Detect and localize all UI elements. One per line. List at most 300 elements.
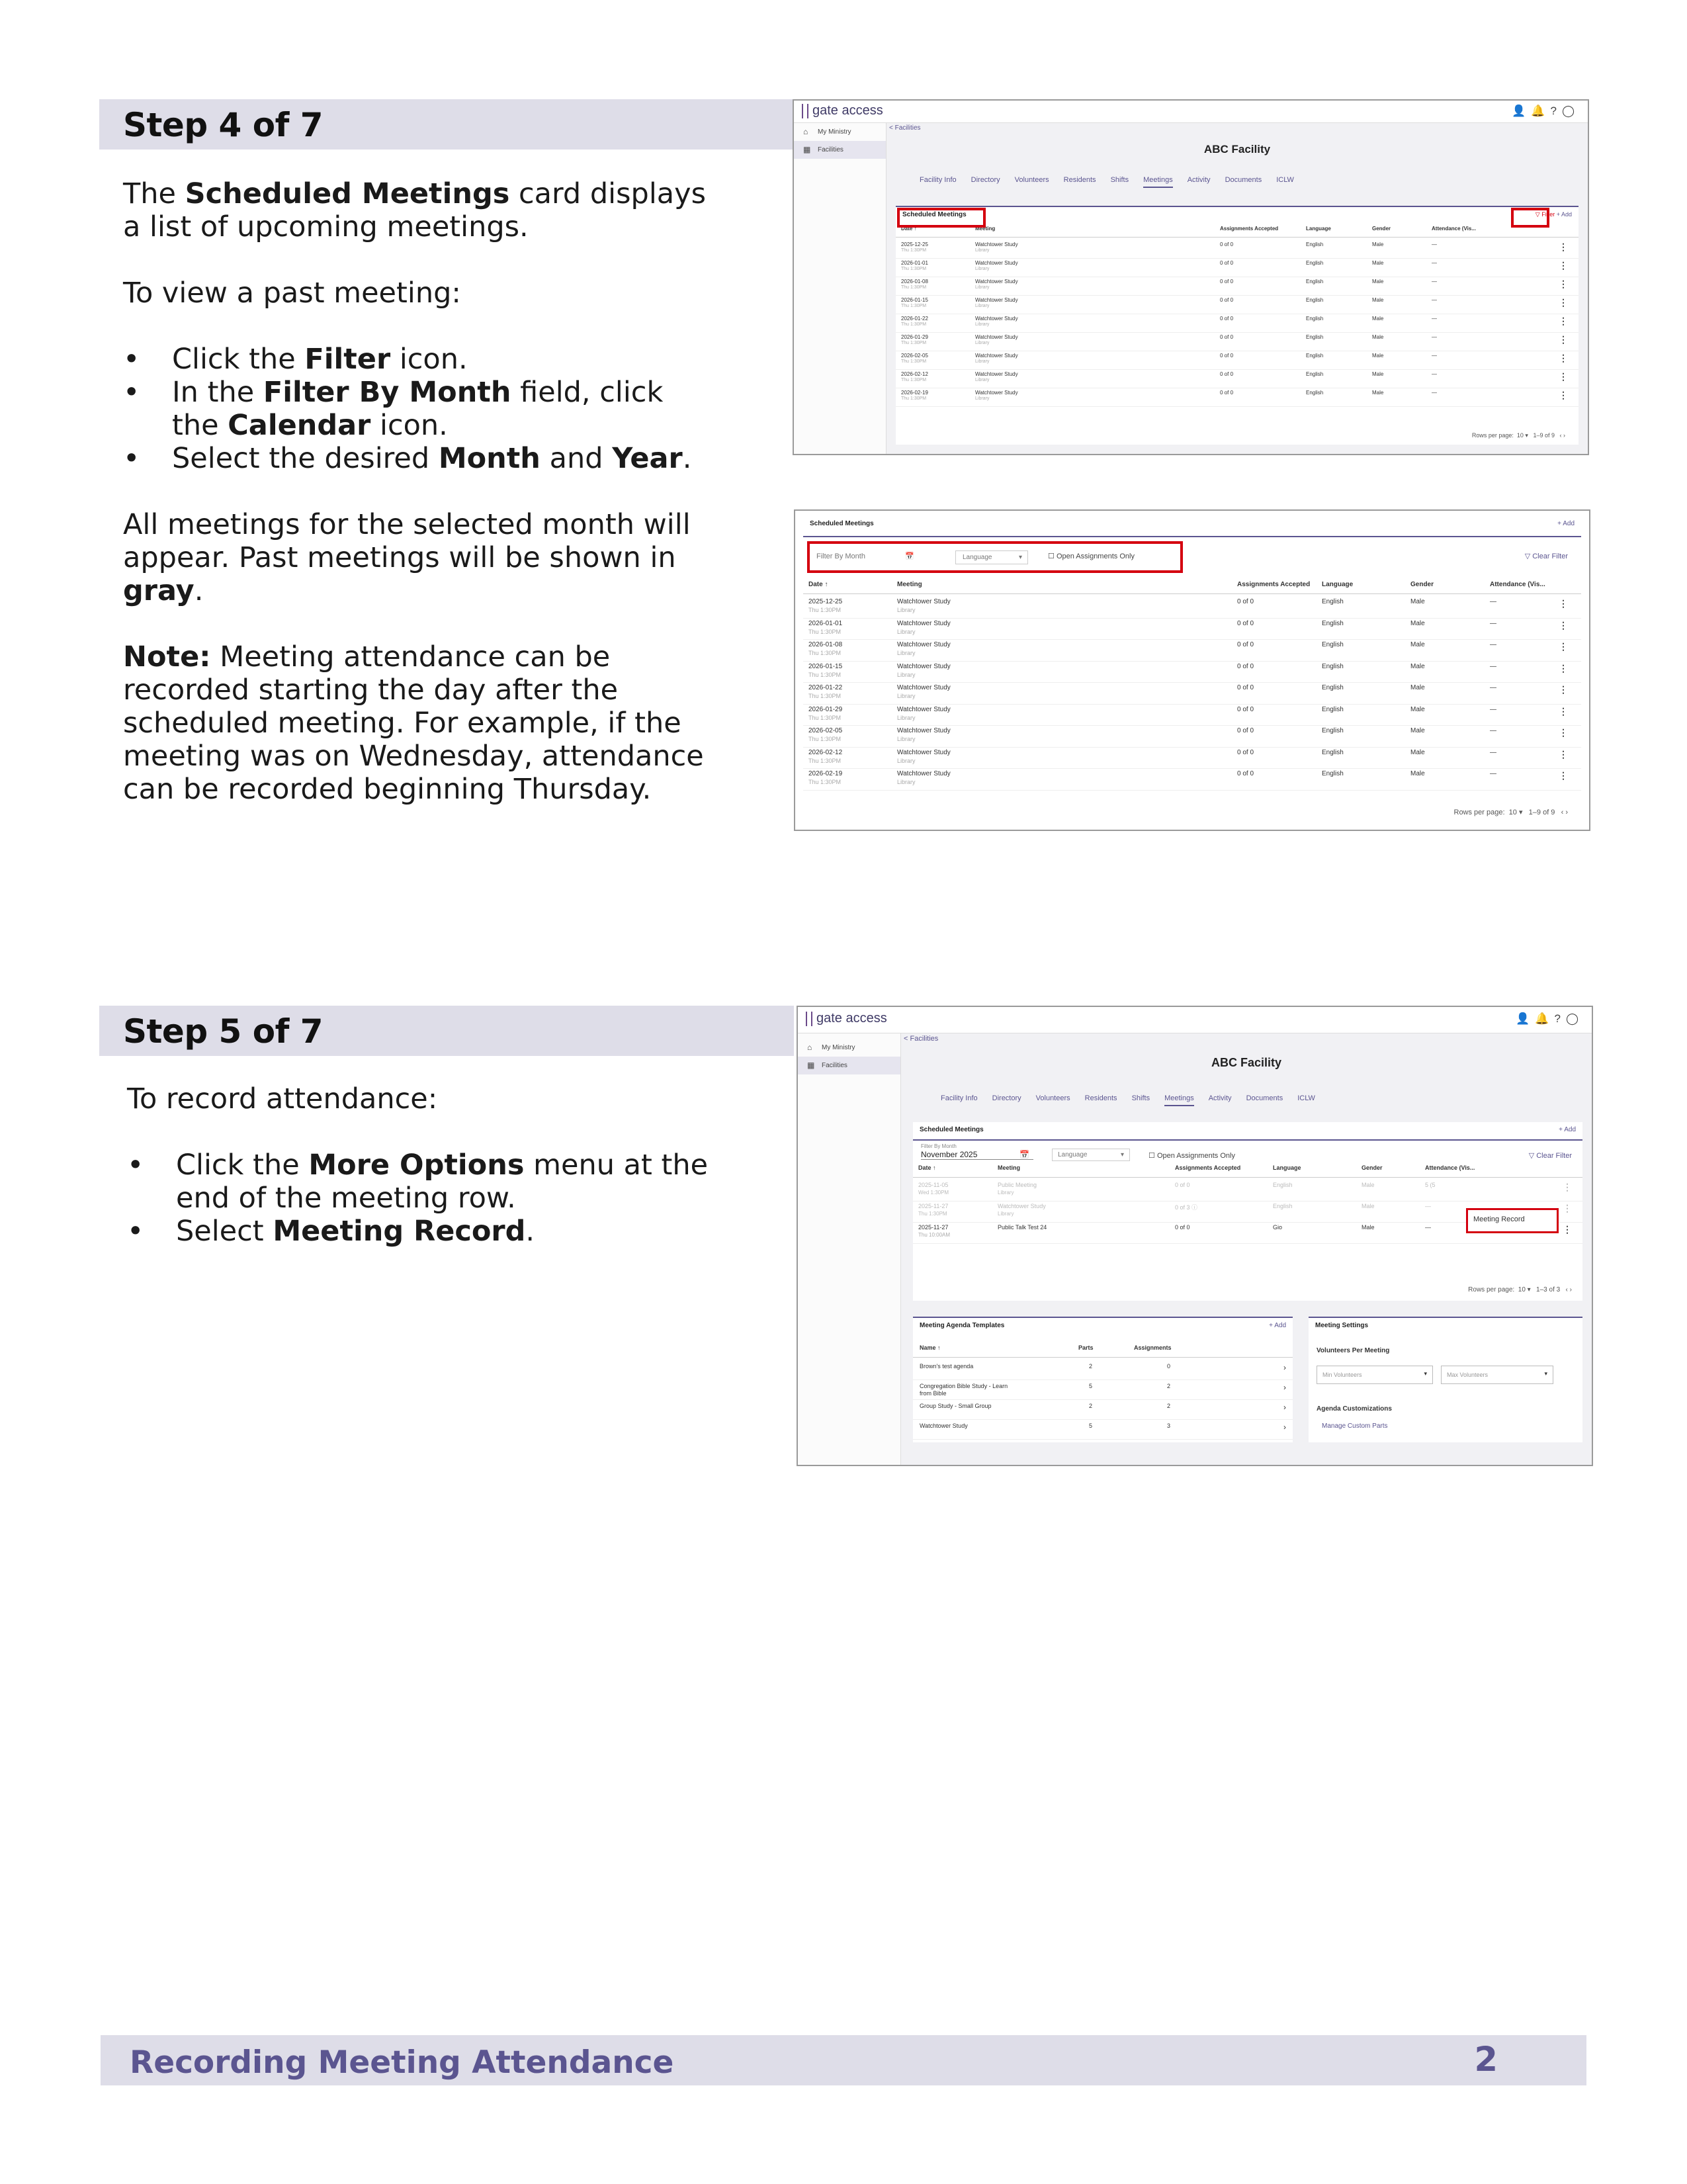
filter-by-month-field[interactable]: November 2025 📅 (921, 1150, 1033, 1160)
cell-parts: 2 (1089, 1403, 1093, 1409)
cell-time: Thu 1:30PM (808, 671, 842, 678)
column-header[interactable]: Attendance (Vis... (1432, 226, 1476, 232)
more-options-icon[interactable]: ⋮ (1559, 353, 1568, 363)
cell-acc: 0 of 0 (1220, 316, 1234, 322)
step-4-intro: The Scheduled Meetings card displays a list of upcoming meetings. (123, 177, 706, 243)
cell-acc: 0 of 0 (1220, 279, 1234, 284)
highlight-filter-controls (807, 541, 1183, 573)
tab-facility-info[interactable]: Facility Info (920, 176, 957, 184)
cell-att: — (1490, 662, 1496, 670)
table-row[interactable] (913, 1421, 1293, 1440)
table-row (803, 619, 1581, 640)
sidebar (794, 123, 887, 454)
cell-name: Watchtower Study (920, 1422, 968, 1429)
agenda-header (913, 1344, 1293, 1358)
breadcrumb[interactable]: < Facilities (889, 124, 921, 132)
help-icon[interactable]: ? (1550, 105, 1562, 117)
cell-lang: English (1322, 705, 1344, 713)
bell-icon[interactable]: 🔔 (1531, 105, 1551, 117)
cell-acc: 0 of 0 (1237, 705, 1254, 713)
cell-att: — (1490, 727, 1496, 734)
column-header[interactable]: Assignments Accepted (1237, 581, 1311, 588)
more-options-icon[interactable]: ⋮ (1559, 705, 1568, 717)
column-header[interactable]: Language (1322, 581, 1354, 588)
more-options-icon[interactable]: ⋮ (1559, 641, 1568, 652)
breadcrumb[interactable]: < Facilities (904, 1035, 939, 1043)
column-header[interactable]: Assignments Accepted (1175, 1164, 1241, 1171)
cell-time: Thu 1:30PM (808, 693, 842, 699)
language-select[interactable]: Language ▾ (955, 550, 1028, 564)
agenda-templates-card (913, 1317, 1293, 1442)
cell-time: Thu 1:30PM (901, 359, 927, 364)
table-row (803, 748, 1581, 769)
pagination: Rows per page: 10 ▾ 1–9 of 9 ‹ › (1453, 808, 1568, 816)
cell-date: 2026-02-19 (808, 770, 843, 777)
cell-gender: Male (1410, 641, 1425, 648)
cell-meeting: Watchtower Study (975, 260, 1018, 266)
cell-acc: 0 of 0 (1220, 353, 1234, 359)
cell-loc: Library (998, 1190, 1014, 1196)
cell-lang: English (1273, 1182, 1293, 1188)
more-options-icon[interactable]: ⋮ (1559, 241, 1568, 252)
cell-time: Thu 1:30PM (901, 322, 927, 327)
table-row (803, 726, 1581, 748)
add-button[interactable]: + Add (1269, 1322, 1286, 1329)
bell-icon[interactable]: 🔔 (1535, 1012, 1555, 1025)
cell-time: Thu 1:30PM (918, 1211, 947, 1217)
cell-meeting: Public Meeting (998, 1182, 1037, 1188)
cell-meeting: Watchtower Study (897, 619, 951, 627)
cell-gender: Male (1362, 1224, 1375, 1231)
cell-date: 2026-01-22 (808, 684, 843, 691)
table-header (896, 226, 1579, 238)
table-row (803, 662, 1581, 683)
table-header (913, 1164, 1582, 1178)
cell-lang: English (1322, 770, 1344, 777)
cell-att: — (1425, 1203, 1431, 1209)
tab-residents[interactable]: Residents (1084, 1094, 1117, 1102)
cell-gender: Male (1410, 619, 1425, 627)
cell-time: Thu 1:30PM (808, 779, 842, 785)
cell-gender: Male (1410, 770, 1425, 777)
open-assignments-checkbox[interactable]: ☐ Open Assignments Only (1048, 552, 1135, 560)
cell-att: — (1490, 770, 1496, 777)
user-icon[interactable]: 👤 (1516, 1012, 1536, 1025)
cell-lang: English (1322, 662, 1344, 670)
list-item: • In the Filter By Month field, click the Calendar icon. (123, 376, 718, 442)
list-item: • Select Meeting Record. (127, 1215, 749, 1248)
meeting-record-menu[interactable] (1466, 1208, 1559, 1233)
step-4-result: All meetings for the selected month will appear. Past meetings will be shown in gray. (123, 508, 691, 607)
cell-loc: Library (975, 285, 990, 290)
cell-acc: 0 of 0 (1175, 1182, 1190, 1188)
topbar-icons (1516, 1012, 1584, 1026)
cell-lang: English (1322, 748, 1344, 756)
cell-meeting: Watchtower Study (975, 334, 1018, 340)
cell-loc: Library (897, 693, 916, 699)
step-5-text (127, 1082, 749, 1281)
cell-gender: Male (1372, 297, 1384, 303)
home-icon: ⌂ (803, 127, 808, 136)
cell-date: 2026-02-05 (901, 353, 928, 359)
more-options-icon[interactable]: ⋮ (1559, 662, 1568, 674)
column-header[interactable]: Date ↑ (808, 581, 828, 588)
step-4-note: Note: Meeting attendance can be recorded starting the day after the scheduled meeting. For example, if the meeting was on Wednesday, attendance can be recorded beginning Thursday. (123, 640, 704, 806)
chevron-right-icon[interactable]: › (1283, 1383, 1286, 1392)
chevron-down-icon: ▾ (1544, 1370, 1547, 1377)
table-row (896, 351, 1579, 370)
tab-residents[interactable]: Residents (1063, 176, 1096, 184)
cell-gender: Male (1410, 684, 1425, 691)
cell-lang: English (1306, 241, 1324, 247)
column-header[interactable]: Meeting (975, 226, 996, 232)
screenshot-filter-panel (794, 509, 1590, 831)
cell-date: 2026-01-15 (808, 662, 843, 670)
cell-lang: English (1306, 371, 1324, 377)
cell-lang: Gio (1273, 1224, 1283, 1231)
card-title: Scheduled Meetings (902, 211, 967, 218)
pagination: Rows per page: 10 ▾ 1–3 of 3 ‹ › (1468, 1286, 1572, 1293)
card-title: Scheduled Meetings (810, 520, 874, 527)
cell-meeting: Watchtower Study (975, 371, 1018, 377)
chevron-down-icon: ▾ (1018, 554, 1022, 561)
tab-volunteers[interactable]: Volunteers (1014, 176, 1049, 184)
cell-loc: Library (897, 714, 916, 721)
chevron-down-icon: ▾ (1120, 1151, 1124, 1158)
step-4-title: Step 4 of 7 (123, 106, 324, 144)
screenshot-meeting-record (797, 1006, 1593, 1466)
cell-loc: Library (975, 359, 990, 364)
sidebar (798, 1033, 901, 1465)
cell-time: Thu 1:30PM (901, 248, 927, 253)
cell-att: — (1432, 316, 1437, 322)
home-icon: ⌂ (807, 1043, 812, 1052)
table-row (896, 388, 1579, 407)
cell-att: — (1432, 297, 1437, 303)
column-header[interactable]: Assignments Accepted (1220, 226, 1279, 232)
tab-activity[interactable]: Activity (1187, 176, 1211, 184)
cell-lang: English (1306, 297, 1324, 303)
chevron-down-icon: ▾ (1424, 1370, 1427, 1377)
table-row (896, 314, 1579, 333)
table-row (896, 240, 1579, 259)
cell-acc: 0 of 0 (1237, 641, 1254, 648)
calendar-icon[interactable]: 📅 (904, 552, 914, 560)
cell-date: 2026-02-12 (901, 371, 928, 377)
meeting-record-option[interactable]: Meeting Record (1473, 1215, 1525, 1223)
cell-gender: Male (1372, 241, 1384, 247)
add-button[interactable]: + Add (1556, 211, 1572, 218)
column-header[interactable]: Gender (1362, 1164, 1383, 1171)
clear-filter-button[interactable]: ▽ Clear Filter (1524, 552, 1568, 560)
max-volunteers-select[interactable]: Max Volunteers ▾ (1441, 1366, 1553, 1384)
cell-gender: Male (1372, 279, 1384, 284)
cell-acc: 0 of 0 (1220, 260, 1234, 266)
filter-by-month-label: Filter By Month (921, 1143, 957, 1149)
tab-documents[interactable]: Documents (1246, 1094, 1283, 1102)
checkbox-icon: ☐ (1148, 1152, 1155, 1160)
tab-meetings[interactable]: Meetings (1164, 1094, 1194, 1106)
card-title: Scheduled Meetings (920, 1126, 984, 1133)
tab-iclw[interactable]: ICLW (1297, 1094, 1315, 1102)
volunteers-per-meeting-label: Volunteers Per Meeting (1317, 1347, 1390, 1354)
cell-time: Thu 1:30PM (901, 285, 927, 290)
cell-meeting: Watchtower Study (897, 727, 951, 734)
cell-att: — (1490, 641, 1496, 648)
cell-time: Thu 10:00AM (918, 1232, 951, 1238)
column-header[interactable]: Assignments (1134, 1344, 1172, 1351)
cell-meeting: Watchtower Study (897, 641, 951, 648)
cell-lang: English (1306, 260, 1324, 266)
open-assignments-checkbox[interactable]: ☐ Open Assignments Only (1148, 1152, 1235, 1160)
cell-time: Thu 1:30PM (901, 267, 927, 271)
cell-lang: English (1306, 353, 1324, 359)
cell-gender: Male (1372, 353, 1384, 359)
page-title: ABC Facility (1203, 143, 1271, 155)
cell-meeting: Public Talk Test 24 (998, 1224, 1047, 1231)
tab-documents[interactable]: Documents (1225, 176, 1262, 184)
more-options-icon[interactable]: ⋮ (1559, 297, 1568, 308)
cell-assignments: 0 (1167, 1363, 1171, 1370)
step-4-lead: To view a past meeting: (123, 277, 461, 310)
checkbox-icon: ☐ (1048, 552, 1055, 560)
cell-att: — (1432, 334, 1437, 340)
cell-gender: Male (1410, 748, 1425, 756)
manage-custom-parts-link[interactable]: Manage Custom Parts (1322, 1422, 1388, 1430)
cell-date: 2026-01-08 (808, 641, 843, 648)
list-item: • Click the Filter icon. (123, 343, 718, 376)
tab-facility-info[interactable]: Facility Info (941, 1094, 978, 1102)
table-row (803, 640, 1581, 662)
step-4-text (123, 177, 718, 839)
cell-loc: Library (975, 248, 990, 253)
column-header[interactable]: Gender (1372, 226, 1391, 232)
more-options-icon[interactable]: ⋮ (1559, 770, 1568, 781)
card-title: Meeting Agenda Templates (920, 1322, 1005, 1329)
column-header[interactable]: Name ↑ (920, 1344, 941, 1351)
filter-by-month-field[interactable]: Filter By Month 📅 (816, 552, 914, 560)
tab-volunteers[interactable]: Volunteers (1035, 1094, 1070, 1102)
scheduled-meetings-card (913, 1122, 1582, 1301)
sidebar-item-my-ministry[interactable]: ⌂ My Ministry (807, 1043, 855, 1052)
tab-meetings[interactable]: Meetings (1143, 176, 1173, 188)
column-header[interactable]: Attendance (Vis... (1425, 1164, 1475, 1171)
cell-parts: 5 (1089, 1422, 1093, 1429)
more-options-icon[interactable]: ⋮ (1559, 279, 1568, 289)
cell-acc: 0 of 3 ⓘ (1175, 1204, 1198, 1211)
logo: gate access (802, 103, 883, 118)
cell-meeting: Watchtower Study (897, 684, 951, 691)
table-row[interactable] (913, 1381, 1293, 1400)
cell-lang: English (1273, 1203, 1293, 1209)
tab-directory[interactable]: Directory (971, 176, 1000, 184)
help-icon[interactable]: ? (1554, 1012, 1566, 1025)
more-options-icon[interactable]: ⋮ (1559, 334, 1568, 345)
cell-acc: 0 of 0 (1237, 598, 1254, 605)
tab-iclw[interactable]: ICLW (1276, 176, 1294, 184)
cell-att: — (1432, 353, 1437, 359)
cell-lang: English (1322, 619, 1344, 627)
more-options-icon[interactable]: ⋮ (1559, 260, 1568, 271)
cell-lang: English (1306, 316, 1324, 322)
cell-lang: English (1322, 727, 1344, 734)
tab-shifts[interactable]: Shifts (1110, 176, 1129, 184)
tab-shifts[interactable]: Shifts (1131, 1094, 1150, 1102)
more-options-icon[interactable]: ⋮ (1559, 748, 1568, 760)
cell-time: Thu 1:30PM (901, 396, 927, 401)
cell-acc: 0 of 0 (1237, 727, 1254, 734)
cell-date: 2026-02-05 (808, 727, 843, 734)
cell-date: 2025-11-27 (918, 1203, 949, 1209)
cell-loc: Library (897, 607, 916, 613)
cell-time: Thu 1:30PM (901, 304, 927, 308)
add-button[interactable]: + Add (1559, 1126, 1576, 1133)
table-row (803, 705, 1581, 726)
language-select[interactable]: Language ▾ (1052, 1149, 1130, 1161)
filter-button[interactable]: ▽ Filter (1535, 211, 1555, 218)
more-options-icon[interactable]: ⋮ (1559, 619, 1568, 631)
page-title: ABC Facility (1211, 1056, 1282, 1069)
sidebar-item-facilities[interactable]: ▦ Facilities (798, 1057, 900, 1074)
cell-time: Thu 1:30PM (808, 628, 842, 635)
cell-name: Brown's test agenda (920, 1363, 974, 1370)
cell-loc: Library (975, 378, 990, 382)
cell-gender: Male (1362, 1203, 1375, 1209)
cell-loc: Library (975, 341, 990, 345)
cell-meeting: Watchtower Study (897, 748, 951, 756)
cell-time: Thu 1:30PM (901, 378, 927, 382)
chevron-right-icon[interactable]: › (1283, 1363, 1286, 1372)
cell-att: — (1432, 241, 1437, 247)
cell-date: 2026-01-01 (808, 619, 843, 627)
cell-att: — (1425, 1224, 1431, 1231)
cell-meeting: Watchtower Study (897, 705, 951, 713)
cell-date: 2025-12-25 (808, 598, 843, 605)
step-5-title: Step 5 of 7 (123, 1012, 324, 1051)
cell-gender: Male (1410, 598, 1425, 605)
cell-lang: English (1322, 598, 1344, 605)
min-volunteers-select[interactable]: Min Volunteers ▾ (1317, 1366, 1433, 1384)
more-options-icon[interactable]: ⋮ (1559, 684, 1568, 695)
cell-acc: 0 of 0 (1220, 297, 1234, 303)
cell-date: 2026-01-29 (901, 334, 928, 340)
cell-time: Thu 1:30PM (808, 650, 842, 656)
column-header[interactable]: Language (1306, 226, 1331, 232)
cell-loc: Library (975, 396, 990, 401)
calendar-icon[interactable]: 📅 (1019, 1150, 1029, 1159)
cell-parts: 5 (1089, 1383, 1093, 1389)
column-header[interactable]: Attendance (Vis... (1490, 581, 1545, 588)
sidebar-item-my-ministry[interactable]: ⌂ My Ministry (803, 127, 851, 136)
table-row (803, 769, 1581, 791)
cell-meeting: Watchtower Study (897, 662, 951, 670)
column-header[interactable]: Gender (1410, 581, 1434, 588)
table-row[interactable] (913, 1362, 1293, 1380)
more-options-icon[interactable]: ⋮ (1559, 598, 1568, 609)
tab-activity[interactable]: Activity (1208, 1094, 1232, 1102)
step-4-list (123, 343, 718, 475)
cell-att: 5 (5 (1425, 1182, 1436, 1188)
more-options-icon[interactable]: ⋮ (1563, 1203, 1572, 1213)
cell-time: Thu 1:30PM (808, 757, 842, 764)
add-button[interactable]: + Add (1557, 520, 1575, 527)
tab-directory[interactable]: Directory (992, 1094, 1021, 1102)
cell-gender: Male (1372, 390, 1384, 396)
cell-date: 2026-01-29 (808, 705, 843, 713)
cell-att: — (1490, 619, 1496, 627)
cell-loc: Library (998, 1211, 1014, 1217)
cell-date: 2025-11-27 (918, 1224, 949, 1231)
cell-gender: Male (1410, 662, 1425, 670)
cell-assignments: 2 (1167, 1383, 1171, 1389)
table-row[interactable] (913, 1401, 1293, 1420)
cell-gender: Male (1372, 334, 1384, 340)
column-header[interactable]: Language (1273, 1164, 1301, 1171)
more-options-icon[interactable]: ⋮ (1563, 1224, 1572, 1235)
cell-acc: 0 of 0 (1175, 1224, 1190, 1231)
chevron-right-icon[interactable]: › (1283, 1403, 1286, 1412)
avatar[interactable]: ◯ (1561, 105, 1580, 117)
step-5-list (127, 1149, 749, 1248)
cell-gender: Male (1372, 260, 1384, 266)
column-header[interactable]: Date ↑ (918, 1164, 936, 1171)
column-header[interactable]: Date ↑ (901, 226, 917, 232)
cell-acc: 0 of 0 (1220, 241, 1234, 247)
column-header[interactable]: Meeting (897, 581, 922, 588)
more-options-icon[interactable]: ⋮ (1559, 371, 1568, 382)
chevron-right-icon[interactable]: › (1283, 1422, 1286, 1432)
sidebar-item-facilities[interactable]: ▦ Facilities (794, 141, 886, 159)
scheduled-meetings-card (896, 206, 1579, 445)
cell-meeting: Watchtower Study (975, 353, 1018, 359)
app-topbar (798, 1007, 1592, 1033)
cell-meeting: Watchtower Study (975, 297, 1018, 303)
table-header (803, 581, 1581, 594)
user-icon[interactable]: 👤 (1512, 105, 1532, 117)
cell-date: 2026-01-01 (901, 260, 928, 266)
cell-loc: Library (897, 779, 916, 785)
cell-gender: Male (1372, 316, 1384, 322)
cell-name: Congregation Bible Study - Learn from Bible (920, 1383, 1008, 1397)
cell-time: Wed 1:30PM (918, 1190, 949, 1196)
highlight-card-title (897, 208, 986, 228)
avatar[interactable]: ◯ (1565, 1012, 1584, 1025)
cell-loc: Library (975, 304, 990, 308)
cell-att: — (1490, 705, 1496, 713)
cell-acc: 0 of 0 (1237, 619, 1254, 627)
cell-time: Thu 1:30PM (901, 341, 927, 345)
cell-meeting: Watchtower Study (975, 279, 1018, 284)
cell-meeting: Watchtower Study (975, 241, 1018, 247)
list-item: • Select the desired Month and Year. (123, 442, 718, 475)
clear-filter-button[interactable]: ▽ Clear Filter (1528, 1152, 1572, 1160)
agenda-customizations-label: Agenda Customizations (1317, 1405, 1392, 1413)
more-options-icon[interactable]: ⋮ (1563, 1182, 1572, 1192)
more-options-icon[interactable]: ⋮ (1559, 316, 1568, 326)
cell-gender: Male (1372, 371, 1384, 377)
logo: gate access (806, 1011, 887, 1026)
cell-att: — (1490, 684, 1496, 691)
column-header[interactable]: Parts (1078, 1344, 1094, 1351)
cell-gender: Male (1362, 1182, 1375, 1188)
table-row (896, 333, 1579, 351)
more-options-icon[interactable]: ⋮ (1559, 390, 1568, 400)
column-header[interactable]: Meeting (998, 1164, 1021, 1171)
more-options-icon[interactable]: ⋮ (1559, 727, 1568, 738)
cell-acc: 0 of 0 (1237, 662, 1254, 670)
cell-parts: 2 (1089, 1363, 1093, 1370)
cell-loc: Library (897, 671, 916, 678)
